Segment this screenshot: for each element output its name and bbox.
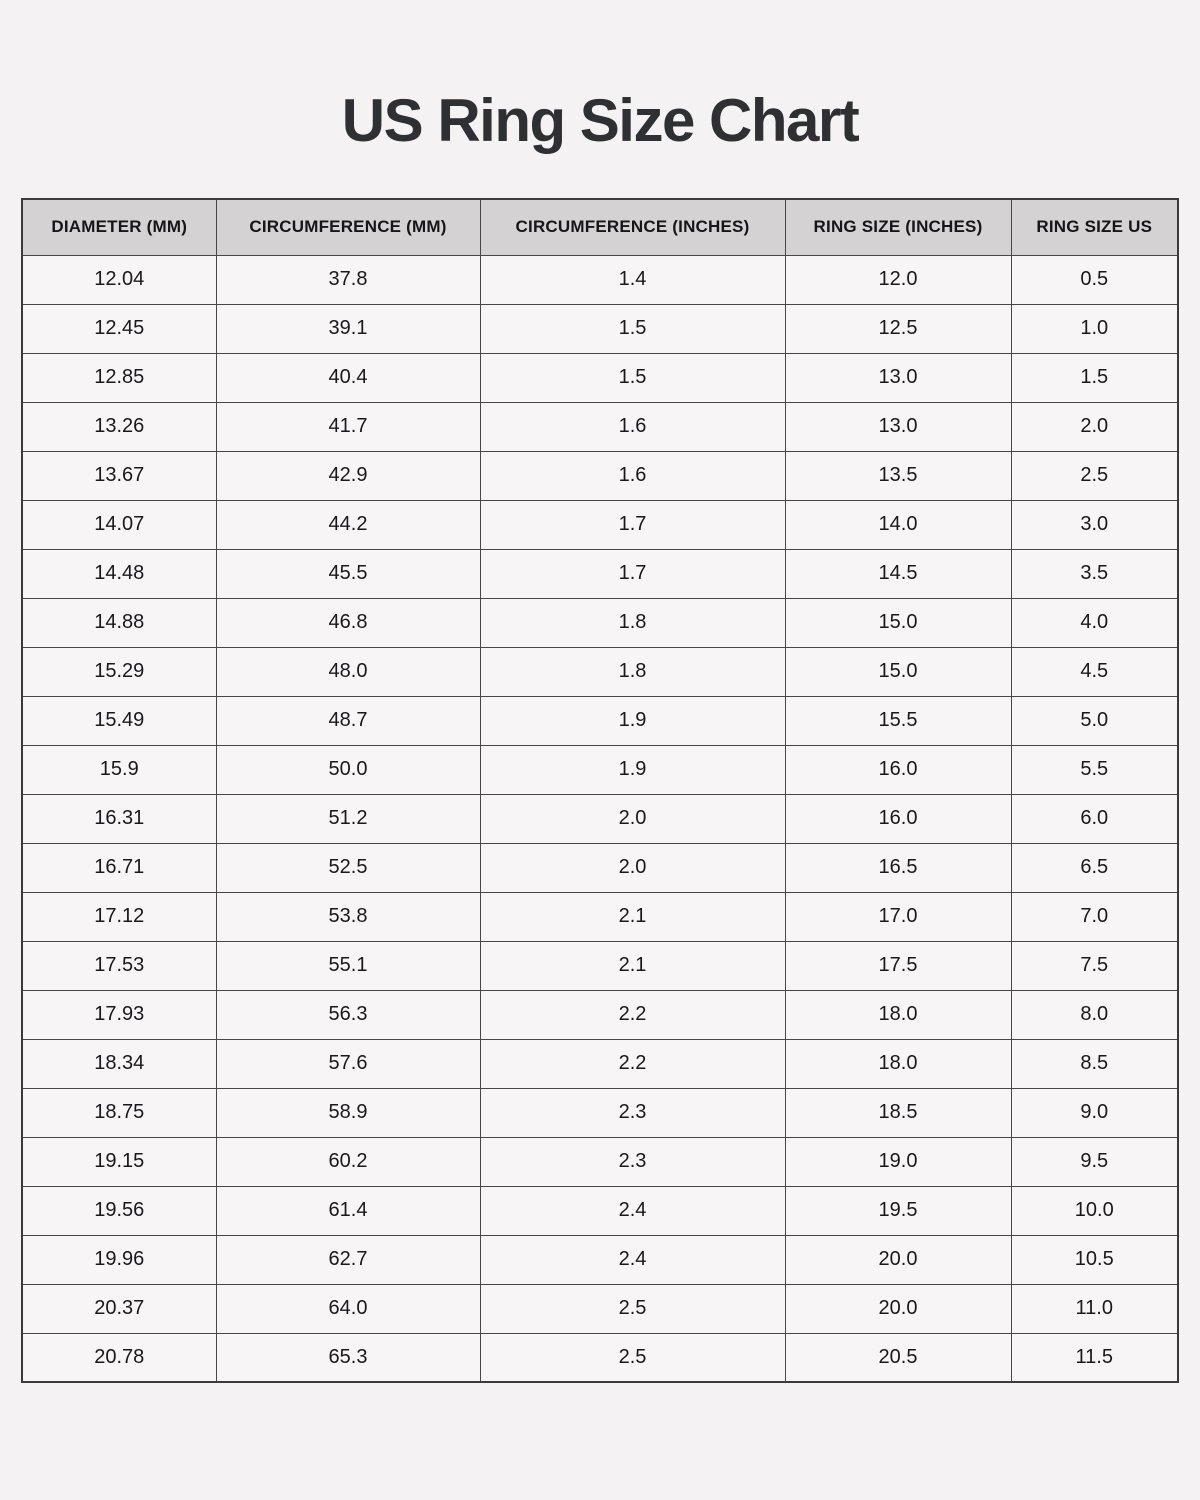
table-cell: 19.5	[785, 1186, 1011, 1235]
table-cell: 53.8	[216, 892, 480, 941]
table-cell: 20.37	[22, 1284, 216, 1333]
table-cell: 10.0	[1011, 1186, 1178, 1235]
table-cell: 2.0	[480, 794, 785, 843]
table-row	[22, 598, 1178, 647]
table-row	[22, 990, 1178, 1039]
table-header-row	[22, 199, 1178, 255]
table-cell: 15.0	[785, 647, 1011, 696]
col-header-circumference-inches: CIRCUMFERENCE (INCHES)	[480, 199, 785, 255]
table-cell: 6.0	[1011, 794, 1178, 843]
table-cell: 18.34	[22, 1039, 216, 1088]
table-cell: 19.0	[785, 1137, 1011, 1186]
table-cell: 17.53	[22, 941, 216, 990]
table-header	[22, 199, 1178, 255]
table-cell: 61.4	[216, 1186, 480, 1235]
table-cell: 51.2	[216, 794, 480, 843]
table-cell: 18.0	[785, 1039, 1011, 1088]
table-cell: 1.5	[480, 353, 785, 402]
table-cell: 20.0	[785, 1235, 1011, 1284]
table-row	[22, 402, 1178, 451]
table-cell: 55.1	[216, 941, 480, 990]
table-cell: 20.5	[785, 1333, 1011, 1382]
table-cell: 8.5	[1011, 1039, 1178, 1088]
table-cell: 10.5	[1011, 1235, 1178, 1284]
table-cell: 8.0	[1011, 990, 1178, 1039]
table-cell: 17.0	[785, 892, 1011, 941]
ring-size-table	[21, 198, 1179, 1383]
table-cell: 1.5	[480, 304, 785, 353]
table-cell: 15.29	[22, 647, 216, 696]
table-cell: 13.0	[785, 353, 1011, 402]
table-cell: 14.0	[785, 500, 1011, 549]
table-cell: 2.4	[480, 1186, 785, 1235]
table-row	[22, 794, 1178, 843]
table-cell: 12.04	[22, 255, 216, 304]
table-cell: 1.6	[480, 402, 785, 451]
table-cell: 2.0	[480, 843, 785, 892]
table-cell: 12.85	[22, 353, 216, 402]
table-row	[22, 892, 1178, 941]
table-row	[22, 304, 1178, 353]
table-row	[22, 451, 1178, 500]
table-cell: 13.67	[22, 451, 216, 500]
table-cell: 13.5	[785, 451, 1011, 500]
table-cell: 12.45	[22, 304, 216, 353]
table-cell: 12.0	[785, 255, 1011, 304]
table-row	[22, 843, 1178, 892]
table-cell: 0.5	[1011, 255, 1178, 304]
table-cell: 1.8	[480, 647, 785, 696]
table-cell: 1.7	[480, 549, 785, 598]
table-cell: 45.5	[216, 549, 480, 598]
table-cell: 18.5	[785, 1088, 1011, 1137]
table-cell: 11.0	[1011, 1284, 1178, 1333]
table-row	[22, 1235, 1178, 1284]
table-cell: 52.5	[216, 843, 480, 892]
table-cell: 14.88	[22, 598, 216, 647]
table-cell: 16.71	[22, 843, 216, 892]
table-cell: 16.0	[785, 745, 1011, 794]
table-cell: 14.48	[22, 549, 216, 598]
table-cell: 56.3	[216, 990, 480, 1039]
table-cell: 16.0	[785, 794, 1011, 843]
table-row	[22, 647, 1178, 696]
table-cell: 65.3	[216, 1333, 480, 1382]
table-row	[22, 1284, 1178, 1333]
table-cell: 20.78	[22, 1333, 216, 1382]
col-header-ring-size-inches: RING SIZE (INCHES)	[785, 199, 1011, 255]
table-cell: 2.1	[480, 892, 785, 941]
table-cell: 15.5	[785, 696, 1011, 745]
col-header-circumference-mm: CIRCUMFERENCE (MM)	[216, 199, 480, 255]
table-cell: 1.0	[1011, 304, 1178, 353]
table-cell: 14.5	[785, 549, 1011, 598]
table-cell: 18.0	[785, 990, 1011, 1039]
table-cell: 17.5	[785, 941, 1011, 990]
table-cell: 3.0	[1011, 500, 1178, 549]
table-row	[22, 255, 1178, 304]
table-cell: 48.0	[216, 647, 480, 696]
table-cell: 2.1	[480, 941, 785, 990]
table-cell: 5.0	[1011, 696, 1178, 745]
table-cell: 39.1	[216, 304, 480, 353]
table-cell: 9.0	[1011, 1088, 1178, 1137]
table-cell: 41.7	[216, 402, 480, 451]
table-cell: 13.0	[785, 402, 1011, 451]
table-cell: 17.93	[22, 990, 216, 1039]
table-cell: 14.07	[22, 500, 216, 549]
table-cell: 40.4	[216, 353, 480, 402]
table-cell: 2.5	[480, 1333, 785, 1382]
table-cell: 58.9	[216, 1088, 480, 1137]
table-cell: 2.5	[480, 1284, 785, 1333]
table-cell: 1.7	[480, 500, 785, 549]
table-cell: 20.0	[785, 1284, 1011, 1333]
table-cell: 6.5	[1011, 843, 1178, 892]
table-cell: 9.5	[1011, 1137, 1178, 1186]
page-title: US Ring Size Chart	[341, 87, 859, 154]
table-cell: 1.4	[480, 255, 785, 304]
table-cell: 48.7	[216, 696, 480, 745]
table-cell: 60.2	[216, 1137, 480, 1186]
table-row	[22, 549, 1178, 598]
table-row	[22, 353, 1178, 402]
table-cell: 4.5	[1011, 647, 1178, 696]
table-cell: 2.4	[480, 1235, 785, 1284]
table-cell: 7.0	[1011, 892, 1178, 941]
table-cell: 15.9	[22, 745, 216, 794]
table-cell: 18.75	[22, 1088, 216, 1137]
table-cell: 1.9	[480, 745, 785, 794]
table-cell: 19.15	[22, 1137, 216, 1186]
table-cell: 2.5	[1011, 451, 1178, 500]
col-header-ring-size-us: RING SIZE US	[1011, 199, 1178, 255]
table-row	[22, 1137, 1178, 1186]
table-cell: 19.96	[22, 1235, 216, 1284]
table-row	[22, 941, 1178, 990]
table-body	[22, 255, 1178, 1382]
table-row	[22, 696, 1178, 745]
table-cell: 64.0	[216, 1284, 480, 1333]
table-cell: 15.0	[785, 598, 1011, 647]
table-cell: 44.2	[216, 500, 480, 549]
table-cell: 5.5	[1011, 745, 1178, 794]
table-cell: 16.5	[785, 843, 1011, 892]
table-cell: 15.49	[22, 696, 216, 745]
table-row	[22, 745, 1178, 794]
table-cell: 2.2	[480, 990, 785, 1039]
table-cell: 2.3	[480, 1137, 785, 1186]
table-cell: 11.5	[1011, 1333, 1178, 1382]
table-cell: 46.8	[216, 598, 480, 647]
table-cell: 16.31	[22, 794, 216, 843]
col-header-diameter-mm: DIAMETER (MM)	[22, 199, 216, 255]
table-cell: 13.26	[22, 402, 216, 451]
table-cell: 1.5	[1011, 353, 1178, 402]
table-row	[22, 1186, 1178, 1235]
table-cell: 2.0	[1011, 402, 1178, 451]
table-cell: 1.6	[480, 451, 785, 500]
table-cell: 17.12	[22, 892, 216, 941]
table-row	[22, 1333, 1178, 1382]
table-cell: 2.2	[480, 1039, 785, 1088]
table-cell: 37.8	[216, 255, 480, 304]
table-cell: 1.9	[480, 696, 785, 745]
table-cell: 12.5	[785, 304, 1011, 353]
table-cell: 19.56	[22, 1186, 216, 1235]
table-cell: 3.5	[1011, 549, 1178, 598]
table-cell: 57.6	[216, 1039, 480, 1088]
table-cell: 4.0	[1011, 598, 1178, 647]
table-row	[22, 500, 1178, 549]
table-cell: 2.3	[480, 1088, 785, 1137]
table-cell: 62.7	[216, 1235, 480, 1284]
table-row	[22, 1088, 1178, 1137]
table-cell: 50.0	[216, 745, 480, 794]
table-cell: 7.5	[1011, 941, 1178, 990]
table-cell: 42.9	[216, 451, 480, 500]
table-cell: 1.8	[480, 598, 785, 647]
table-row	[22, 1039, 1178, 1088]
